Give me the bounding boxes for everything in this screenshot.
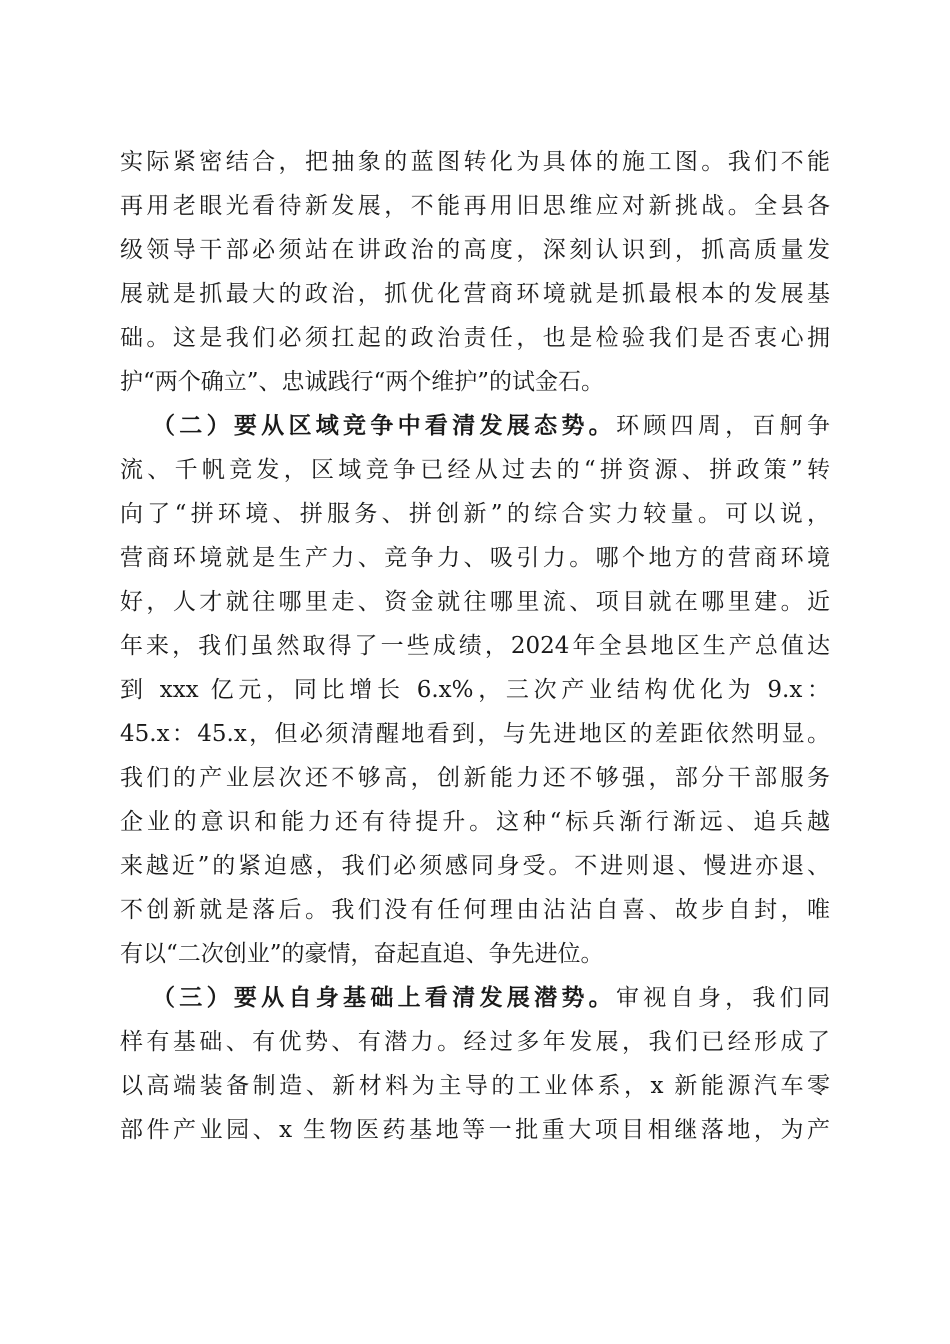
line-text <box>152 978 830 1018</box>
section-heading: （三）要从自身基础上看清发展潜势。 <box>152 984 616 1011</box>
line-remainder: 审视自身，我们同 <box>615 985 831 1011</box>
paragraph-line <box>0 582 950 622</box>
line-text <box>152 406 830 446</box>
paragraph-line <box>0 362 950 402</box>
paragraph-line <box>0 1066 950 1106</box>
paragraph-line <box>0 670 950 710</box>
line-text: 础。这是我们必须扛起的政治责任，也是检验我们是否衷心拥 <box>120 325 830 351</box>
section-heading-line <box>0 978 950 1018</box>
line-text: 营商环境就是生产力、竞争力、吸引力。哪个地方的营商环境 <box>120 545 830 571</box>
line-text: 好，人才就往哪里走、资金就往哪里流、项目就在哪里建。近 <box>120 589 830 615</box>
line-text: 流、千帆竞发，区域竞争已经从过去的“拼资源、拼政策”转 <box>120 457 830 483</box>
paragraph-line <box>0 538 950 578</box>
section-heading-line <box>0 406 950 446</box>
paragraph-line <box>0 890 950 930</box>
line-text: 展就是抓最大的政治，抓优化营商环境就是抓最根本的发展基 <box>120 281 830 307</box>
paragraph-line <box>0 626 950 666</box>
line-text: 我们的产业层次还不够高，创新能力还不够强，部分干部服务 <box>120 765 830 791</box>
line-text: 年来，我们虽然取得了一些成绩，2024年全县地区生产总值达 <box>120 633 830 659</box>
paragraph-line <box>0 186 950 226</box>
paragraph-line <box>0 846 950 886</box>
line-text: 实际紧密结合，把抽象的蓝图转化为具体的施工图。我们不能 <box>120 149 830 175</box>
line-text: 企业的意识和能力还有待提升。这种“标兵渐行渐远、追兵越 <box>120 809 830 835</box>
paragraph-line <box>0 274 950 314</box>
line-text: 向了“拼环境、拼服务、拼创新”的综合实力较量。可以说， <box>120 501 830 527</box>
line-text: 样有基础、有优势、有潜力。经过多年发展，我们已经形成了 <box>120 1029 830 1055</box>
line-text: 再用老眼光看待新发展，不能再用旧思维应对新挑战。全县各 <box>120 193 830 219</box>
line-text: 到 xxx 亿元，同比增长 6.x%，三次产业结构优化为 9.x： <box>120 677 830 703</box>
paragraph-line <box>0 1110 950 1150</box>
paragraph-line <box>0 230 950 270</box>
line-text: 部件产业园、x 生物医药基地等一批重大项目相继落地，为产 <box>120 1117 830 1143</box>
paragraph-line <box>0 802 950 842</box>
paragraph-line <box>0 494 950 534</box>
paragraph-line <box>0 714 950 754</box>
line-text: 来越近”的紧迫感，我们必须感同身受。不进则退、慢进亦退、 <box>120 853 830 879</box>
line-text: 不创新就是落后。我们没有任何理由沾沾自喜、故步自封，唯 <box>120 897 830 923</box>
line-text: 护“两个确立”、忠诚践行“两个维护”的试金石。 <box>120 369 605 395</box>
line-text: 45.x：45.x，但必须清醒地看到，与先进地区的差距依然明显。 <box>120 721 830 747</box>
section-heading: （二）要从区域竞争中看清发展态势。 <box>152 412 616 439</box>
line-text: 有以“二次创业”的豪情，奋起直追、争先进位。 <box>120 941 604 967</box>
paragraph-line <box>0 758 950 798</box>
paragraph-line <box>0 1022 950 1062</box>
paragraph-line <box>0 318 950 358</box>
paragraph-line <box>0 142 950 182</box>
line-text: 级领导干部必须站在讲政治的高度，深刻认识到，抓高质量发 <box>120 237 830 263</box>
paragraph-line <box>0 934 950 974</box>
line-text: 以高端装备制造、新材料为主导的工业体系，x 新能源汽车零 <box>120 1073 830 1099</box>
line-remainder: 环顾四周，百舸争 <box>615 413 831 439</box>
paragraph-line <box>0 450 950 490</box>
